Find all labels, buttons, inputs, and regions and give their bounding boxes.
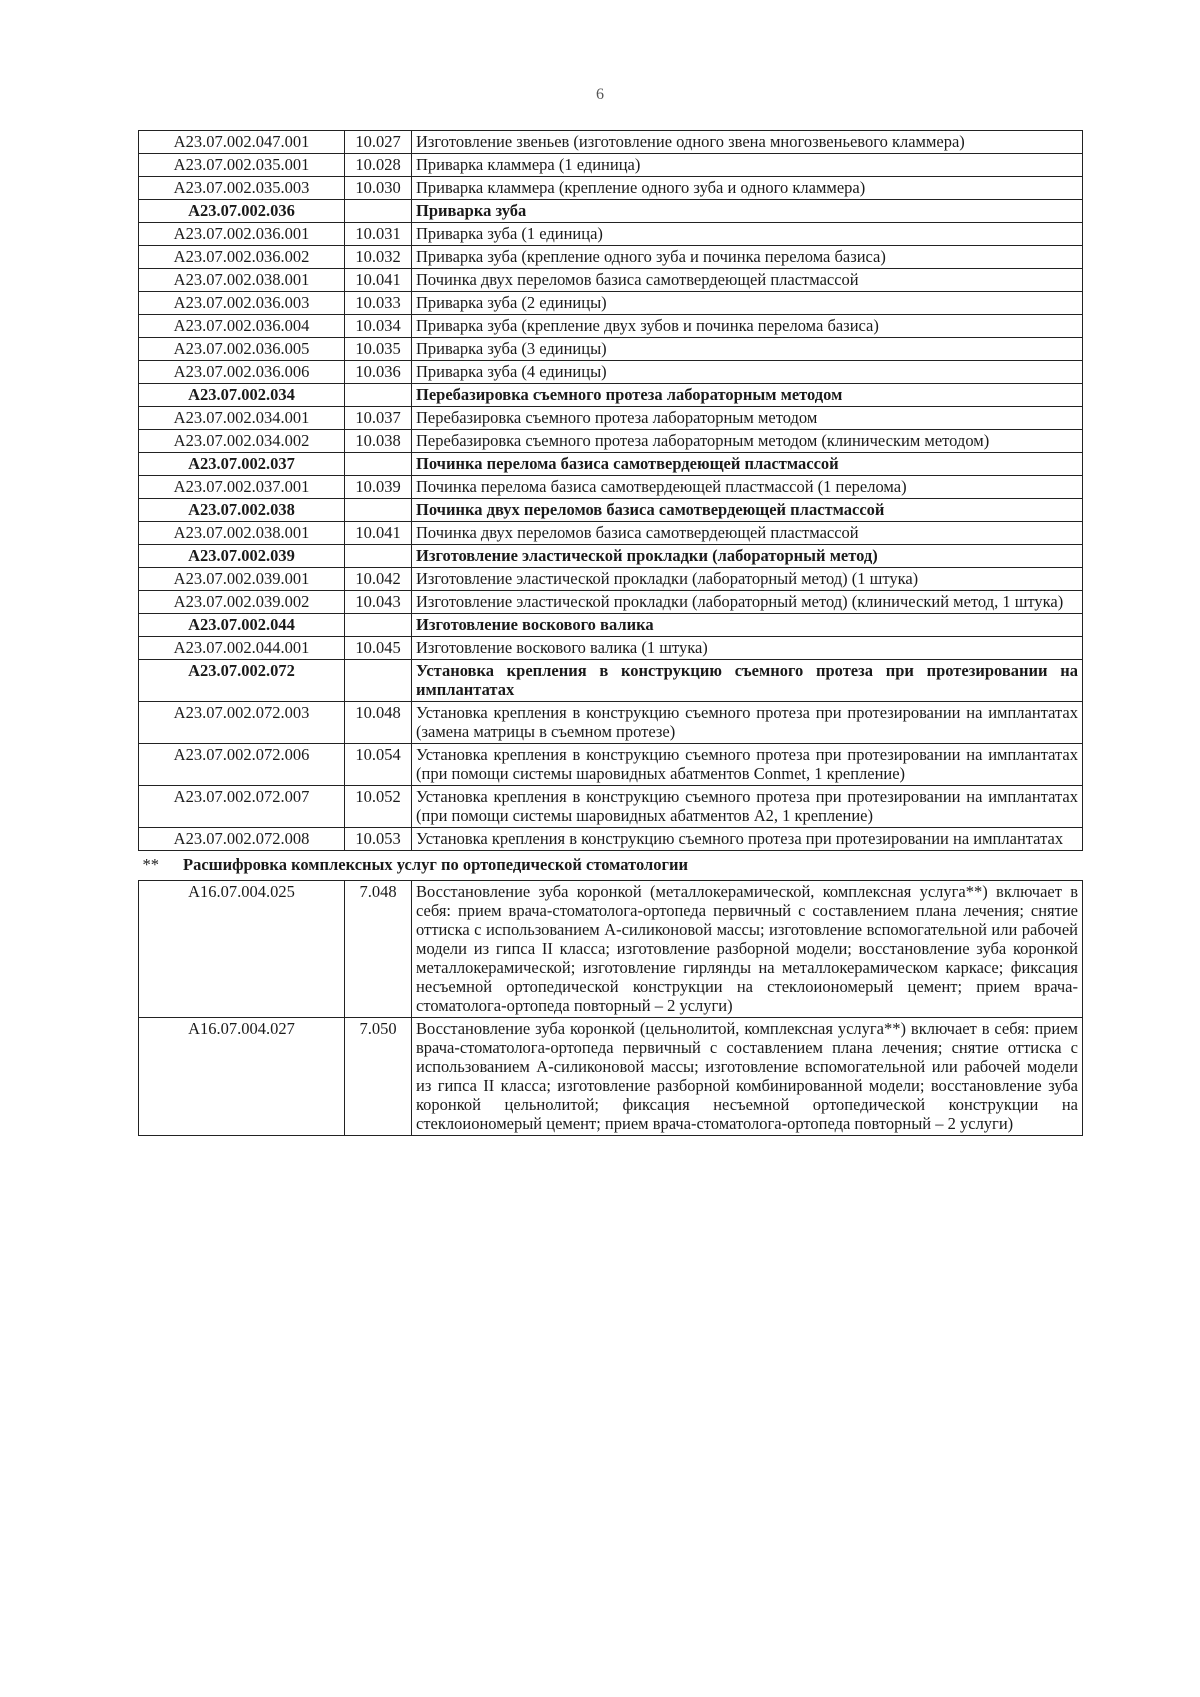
section-header-row: [139, 851, 1083, 881]
group-row: [139, 614, 1083, 637]
service-name: Починка перелома базиса самотвердеющей пластмассой (1 перелома): [412, 476, 1083, 499]
service-number: 10.042: [345, 568, 412, 591]
service-number: [345, 453, 412, 476]
group-row: [139, 453, 1083, 476]
service-number: 10.034: [345, 315, 412, 338]
service-code: A23.07.002.072.007: [139, 786, 345, 828]
service-code: A23.07.002.038: [139, 499, 345, 522]
table-row: [139, 702, 1083, 744]
service-name: Изготовление воскового валика (1 штука): [412, 637, 1083, 660]
service-code: A23.07.002.044.001: [139, 637, 345, 660]
service-number: [345, 200, 412, 223]
service-name: Починка двух переломов базиса самотвердеющей пластмассой: [412, 522, 1083, 545]
service-number: 10.043: [345, 591, 412, 614]
service-number: [345, 660, 412, 702]
service-code: A23.07.002.039: [139, 545, 345, 568]
service-number: [345, 614, 412, 637]
service-code: A23.07.002.034: [139, 384, 345, 407]
service-code: A23.07.002.039.002: [139, 591, 345, 614]
service-code: A23.07.002.039.001: [139, 568, 345, 591]
service-name: Установка крепления в конструкцию съемного протеза при протезировании на имплантатах (замена матрицы в съемном протезе): [412, 702, 1083, 744]
service-code: A23.07.002.036.001: [139, 223, 345, 246]
service-name: Установка крепления в конструкцию съемного протеза при протезировании на имплантатах: [412, 660, 1083, 702]
table-row: [139, 522, 1083, 545]
service-code: A23.07.002.036.003: [139, 292, 345, 315]
service-name: Приварка зуба (3 единицы): [412, 338, 1083, 361]
service-number: 10.039: [345, 476, 412, 499]
service-name: Установка крепления в конструкцию съемного протеза при протезировании на имплантатах (при помощи системы шаровидных абатментов А2, 1 крепление): [412, 786, 1083, 828]
section-header: [139, 851, 1083, 881]
service-number: [345, 384, 412, 407]
group-row: [139, 384, 1083, 407]
group-row: [139, 660, 1083, 702]
group-row: [139, 200, 1083, 223]
services-table-body: [139, 131, 1083, 1136]
service-number: 10.053: [345, 828, 412, 851]
service-number: [345, 545, 412, 568]
service-number: 10.035: [345, 338, 412, 361]
service-code: A23.07.002.044: [139, 614, 345, 637]
service-name: Приварка зуба (2 единицы): [412, 292, 1083, 315]
service-number: 10.031: [345, 223, 412, 246]
complex-service-row: [139, 1018, 1083, 1136]
service-number: 7.050: [345, 1018, 412, 1136]
service-name: Приварка зуба (крепление одного зуба и починка перелома базиса): [412, 246, 1083, 269]
table-row: [139, 177, 1083, 200]
service-description: Восстановление зуба коронкой (металлокерамической, комплексная услуга**) включает в себя: прием врача-стоматолога-ортопеда первичный с составлением плана лечения; снятие оттиска с использованием А-силиконовой массы; изготовление вспомогательной или рабочей модели из гипса II класса; изготовление разборной модели; восстановление зуба коронкой металлокерамической; изготовление гирлянды на металлокерамическом каркасе; фиксация несъемной ортопедической конструкции на стеклоиономерый цемент; прием врача-стоматолога-ортопеда повторный – 2 услуги): [412, 881, 1083, 1018]
service-number: 10.054: [345, 744, 412, 786]
service-name: Починка двух переломов базиса самотвердеющей пластмассой: [412, 499, 1083, 522]
service-name: Починка двух переломов базиса самотвердеющей пластмассой: [412, 269, 1083, 292]
service-name: Починка перелома базиса самотвердеющей пластмассой: [412, 453, 1083, 476]
table-row: [139, 338, 1083, 361]
service-code: A23.07.002.034.001: [139, 407, 345, 430]
service-code: A23.07.002.072: [139, 660, 345, 702]
service-code: A23.07.002.038.001: [139, 269, 345, 292]
service-name: Приварка зуба: [412, 200, 1083, 223]
table-row: [139, 361, 1083, 384]
service-name: Установка крепления в конструкцию съемного протеза при протезировании на имплантатах: [412, 828, 1083, 851]
complex-service-row: [139, 881, 1083, 1018]
service-name: Изготовление звеньев (изготовление одного звена многозвеньевого кламмера): [412, 131, 1083, 154]
service-number: 10.041: [345, 522, 412, 545]
group-row: [139, 499, 1083, 522]
table-row: [139, 828, 1083, 851]
table-row: [139, 246, 1083, 269]
table-row: [139, 786, 1083, 828]
service-code: A23.07.002.072.006: [139, 744, 345, 786]
table-row: [139, 591, 1083, 614]
service-number: 10.048: [345, 702, 412, 744]
service-number: [345, 499, 412, 522]
services-table: [138, 130, 1083, 1136]
service-number: 10.036: [345, 361, 412, 384]
service-code: A23.07.002.036.005: [139, 338, 345, 361]
table-row: [139, 292, 1083, 315]
table-row: [139, 223, 1083, 246]
table-row: [139, 476, 1083, 499]
service-code: A23.07.002.038.001: [139, 522, 345, 545]
service-description: Восстановление зуба коронкой (цельнолитой, комплексная услуга**) включает в себя: прием врача-стоматолога-ортопеда первичный с составлением плана лечения; снятие оттиска с использованием А-силиконовой массы; изготовление вспомогательной или рабочей модели из гипса II класса; изготовление разборной комбинированной модели; восстановление зуба коронкой цельнолитой; фиксация несъемной ортопедической конструкции на стеклоиономерый цемент; прием врача-стоматолога-ортопеда повторный – 2 услуги): [412, 1018, 1083, 1136]
service-code: A23.07.002.047.001: [139, 131, 345, 154]
service-code: A23.07.002.037: [139, 453, 345, 476]
service-code: A23.07.002.036.002: [139, 246, 345, 269]
service-code: A23.07.002.072.003: [139, 702, 345, 744]
group-row: [139, 545, 1083, 568]
service-name: Перебазировка съемного протеза лабораторным методом: [412, 384, 1083, 407]
service-number: 10.033: [345, 292, 412, 315]
service-code: A23.07.002.035.001: [139, 154, 345, 177]
service-name: Приварка кламмера (1 единица): [412, 154, 1083, 177]
service-number: 10.028: [345, 154, 412, 177]
table-row: [139, 407, 1083, 430]
service-number: 7.048: [345, 881, 412, 1018]
service-name: Изготовление эластической прокладки (лабораторный метод): [412, 545, 1083, 568]
table-row: [139, 269, 1083, 292]
table-row: [139, 154, 1083, 177]
service-number: 10.032: [345, 246, 412, 269]
service-name: Приварка зуба (крепление двух зубов и починка перелома базиса): [412, 315, 1083, 338]
service-name: Изготовление воскового валика: [412, 614, 1083, 637]
service-code: A23.07.002.037.001: [139, 476, 345, 499]
service-number: 10.038: [345, 430, 412, 453]
table-row: [139, 430, 1083, 453]
service-name: Приварка кламмера (крепление одного зуба и одного кламмера): [412, 177, 1083, 200]
table-row: [139, 568, 1083, 591]
service-name: Установка крепления в конструкцию съемного протеза при протезировании на имплантатах (при помощи системы шаровидных абатментов Conmet, 1 крепление): [412, 744, 1083, 786]
section-title: Расшифровка комплексных услуг по ортопедической стоматологии: [183, 855, 689, 874]
service-name: Приварка зуба (4 единицы): [412, 361, 1083, 384]
service-name: Приварка зуба (1 единица): [412, 223, 1083, 246]
service-number: 10.041: [345, 269, 412, 292]
service-code: A23.07.002.072.008: [139, 828, 345, 851]
service-code: A16.07.004.027: [139, 1018, 345, 1136]
service-number: 10.030: [345, 177, 412, 200]
service-code: A23.07.002.036: [139, 200, 345, 223]
service-name: Перебазировка съемного протеза лабораторным методом: [412, 407, 1083, 430]
service-number: 10.037: [345, 407, 412, 430]
service-code: A23.07.002.035.003: [139, 177, 345, 200]
page-number: 6: [596, 86, 604, 103]
table-row: [139, 315, 1083, 338]
service-code: A23.07.002.036.004: [139, 315, 345, 338]
service-name: Изготовление эластической прокладки (лабораторный метод) (клинический метод, 1 штука): [412, 591, 1083, 614]
service-code: A16.07.004.025: [139, 881, 345, 1018]
service-number: 10.052: [345, 786, 412, 828]
service-name: Перебазировка съемного протеза лабораторным методом (клиническим методом): [412, 430, 1083, 453]
service-code: A23.07.002.036.006: [139, 361, 345, 384]
table-row: [139, 637, 1083, 660]
service-number: 10.027: [345, 131, 412, 154]
service-name: Изготовление эластической прокладки (лабораторный метод) (1 штука): [412, 568, 1083, 591]
table-row: [139, 744, 1083, 786]
service-code: A23.07.002.034.002: [139, 430, 345, 453]
table-row: [139, 131, 1083, 154]
service-number: 10.045: [345, 637, 412, 660]
section-stars: **: [142, 855, 159, 874]
